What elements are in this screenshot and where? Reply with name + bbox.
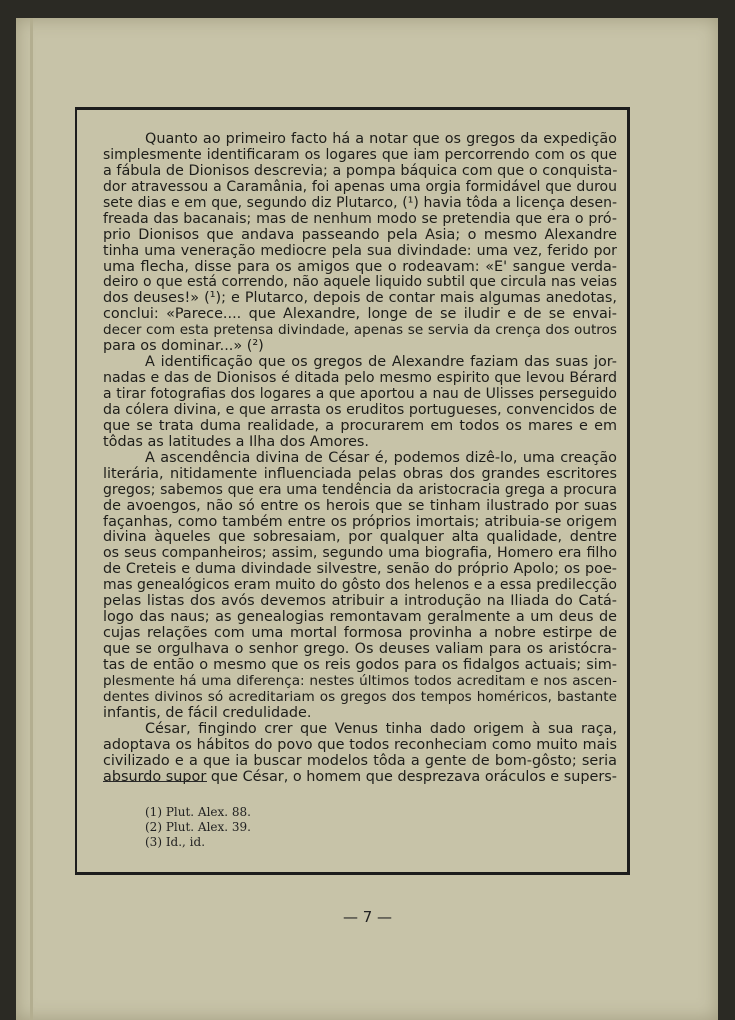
text-line: dentes divinos só acreditariam os gregos dos tempos homéricos, bastante	[103, 688, 617, 705]
text-line: pelas listas dos avós devemos atribuir a introdução na Iliada do Catá-	[103, 593, 617, 610]
footnote-3: (3) Id., id.	[145, 835, 206, 849]
text-line: A ascendência divina de César é, podemos dizê-lo, uma creação	[145, 449, 617, 466]
text-line: mas genealógicos eram muito do gôsto dos helenos e a essa predilecção	[103, 577, 617, 594]
text-line: que se orgulhava o senhor grego. Os deuses valiam para os aristócra-	[103, 641, 617, 657]
text-line: civilizado e a que ia buscar modelos tôda a gente de bom-gôsto; seria	[103, 752, 617, 769]
text-line: adoptava os hábitos do povo que todos reconheciam como muito mais	[103, 736, 617, 753]
text-line: freada das bacanais; mas de nenhum modo se pretendia que era o pró-	[103, 210, 617, 227]
text-line: divina àqueles que sobresaiam, por qualquer alta qualidade, dentre	[103, 529, 617, 546]
text-line: absurdo supor que César, o homem que desprezava oráculos e supers-	[103, 768, 617, 785]
footnotes	[145, 805, 251, 850]
text-line: nadas e das de Dionisos é ditada pelo mesmo espirito que levou Bérard	[103, 370, 617, 387]
text-line: façanhas, como também entre os próprios imortais; atribuia-se origem	[103, 513, 617, 530]
text-line: tôdas as latitudes a Ilha dos Amores.	[103, 433, 369, 450]
body-text	[103, 132, 617, 785]
text-line: tas de então o mesmo que os reis godos para os fidalgos actuais; sim-	[103, 656, 617, 673]
footnote-1: (1) Plut. Alex. 88.	[145, 805, 251, 819]
text-line: simplesmente identificaram os logares que iam percorrendo com os que	[103, 146, 617, 163]
text-line: plesmente há uma diferença: nestes últimos todos acreditam e nos ascen-	[103, 672, 617, 689]
text-line: prio Dionisos que andava passeando pela Asia; o mesmo Alexandre	[103, 226, 617, 243]
text-line: dos deuses!» (¹); e Plutarco, depois de contar mais algumas anedotas,	[103, 290, 617, 307]
text-line: para os dominar...» (²)	[103, 338, 264, 355]
text-line: deiro o que está correndo, não aquele liquido subtil que circula nas veias	[103, 274, 617, 291]
text-line: os seus companheiros; assim, segundo uma biografia, Homero era filho	[103, 545, 617, 562]
text-line: gregos; sabemos que era uma tendência da aristocracia grega a procura	[103, 481, 617, 498]
page-number: — 7 —	[342, 908, 393, 926]
page-gutter	[30, 18, 33, 1020]
text-line: decer com esta pretensa divindade, apenas se servia da crença dos outros	[103, 322, 617, 339]
text-line: cujas relações com uma mortal formosa provinha a nobre estirpe de	[103, 625, 617, 642]
text-line: a tirar fotografias dos logares a que aportou a nau de Ulisses perseguido	[103, 386, 617, 402]
text-line: César, fingindo crer que Venus tinha dado origem à sua raça,	[145, 720, 617, 737]
text-line: tinha uma veneração mediocre pela sua divindade: uma vez, ferido por	[103, 242, 617, 259]
footnote-divider	[103, 781, 207, 782]
footnote-2: (2) Plut. Alex. 39.	[145, 820, 251, 834]
text-line: dor atravessou a Caramânia, foi apenas uma orgia formidável que durou	[103, 178, 617, 195]
text-line: da cólera divina, e que arrasta os eruditos portugueses, convencidos de	[103, 401, 617, 418]
text-line: conclui: «Parece.... que Alexandre, longe de se iludir e de se envai-	[103, 306, 617, 323]
text-line: A identificação que os gregos de Alexandre faziam das suas jor-	[145, 354, 617, 371]
text-line: sete dias e em que, segundo diz Plutarco, (¹) havia tôda a licença desen-	[103, 194, 617, 211]
text-line: literária, nitidamente influenciada pelas obras dos grandes escritores	[103, 465, 617, 482]
text-line: logo das naus; as genealogias remontavam geralmente a um deus de	[103, 609, 617, 626]
text-line: que se trata duma realidade, a procurarem em todos os mares e em	[103, 417, 617, 434]
text-line: de Creteis e duma divindade silvestre, senão do próprio Apolo; os poe-	[103, 561, 617, 578]
text-line: uma flecha, disse para os amigos que o rodeavam: «E' sangue verda-	[103, 258, 617, 275]
text-line: a fábula de Dionisos descrevia; a pompa báquica com que o conquista-	[103, 162, 618, 179]
text-line: Quanto ao primeiro facto há a notar que os gregos da expedição	[145, 131, 617, 147]
text-line: de avoengos, não só entre os herois que se tinham ilustrado por suas	[103, 497, 617, 514]
text-line: infantis, de fácil credulidade.	[103, 704, 312, 721]
